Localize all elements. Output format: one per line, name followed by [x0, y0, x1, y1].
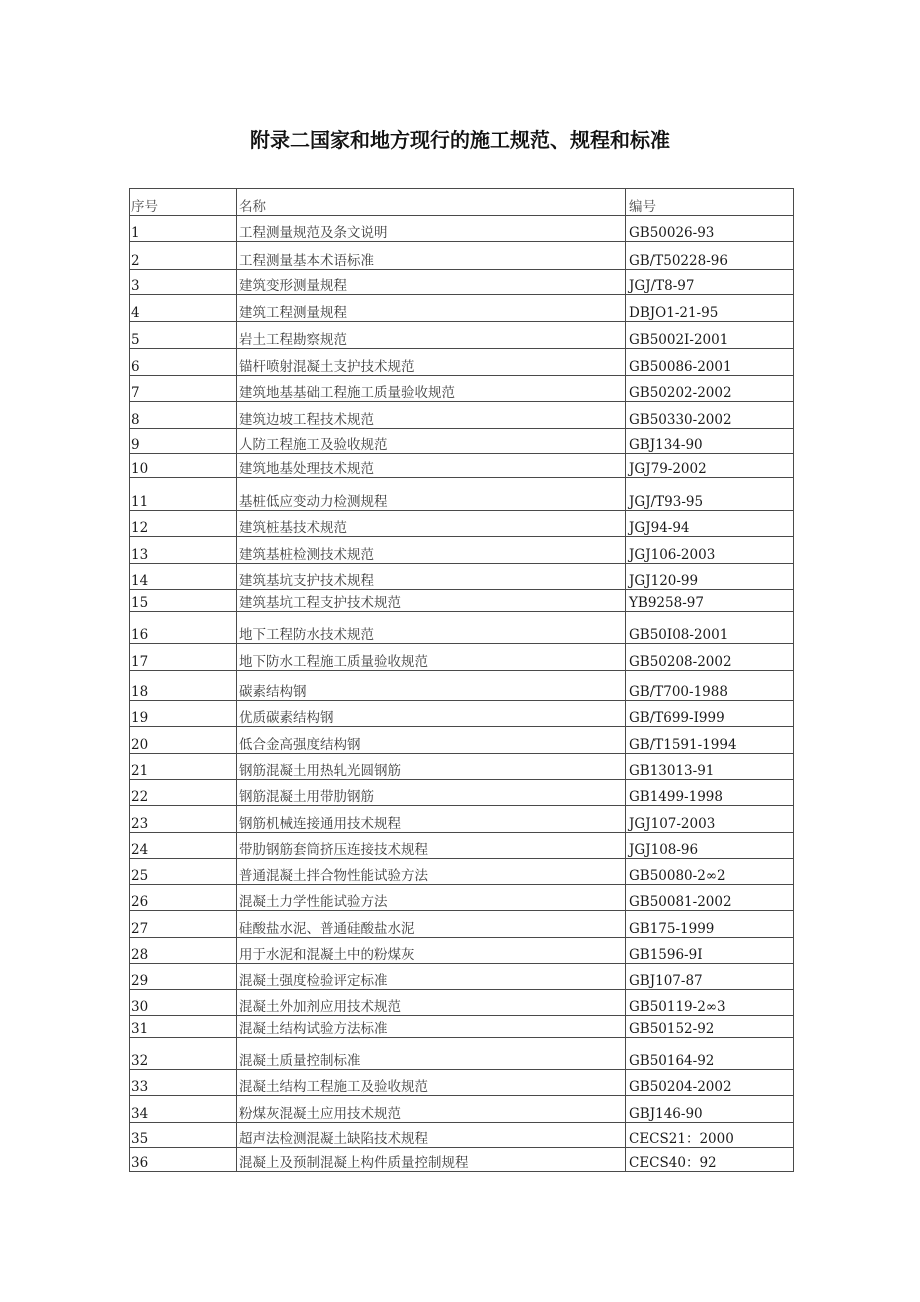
row-name: 建筑基坑工程支护技术规范	[237, 590, 626, 612]
row-name: 工程测量基本术语标准	[237, 242, 626, 270]
table-row	[130, 270, 794, 295]
row-code: GBJ107-87	[626, 964, 794, 990]
row-serial: 1	[130, 216, 237, 242]
table-row	[130, 590, 794, 612]
table-row	[130, 1123, 794, 1148]
row-name: 混凝土强度检验评定标准	[237, 964, 626, 990]
row-serial: 13	[130, 537, 237, 564]
table-row	[130, 295, 794, 322]
row-serial: 24	[130, 833, 237, 859]
table-row	[130, 376, 794, 402]
row-code: GB175-1999	[626, 911, 794, 938]
row-serial: 2	[130, 242, 237, 270]
row-name: 混凝土质量控制标准	[237, 1038, 626, 1070]
row-code: CECS40：92	[626, 1148, 794, 1172]
row-code: GB1499-1998	[626, 780, 794, 806]
row-serial: 17	[130, 644, 237, 671]
row-code: JGJ/T8-97	[626, 270, 794, 295]
row-code: JGJ108-96	[626, 833, 794, 859]
row-name: 超声法检测混凝土缺陷技术规程	[237, 1123, 626, 1148]
row-code: GB50026-93	[626, 216, 794, 242]
table-row	[130, 833, 794, 859]
row-serial: 9	[130, 429, 237, 454]
row-name: 建筑基坑支护技术规程	[237, 564, 626, 590]
row-code: GB5002I-2001	[626, 322, 794, 349]
row-serial: 27	[130, 911, 237, 938]
row-code: GB/T699-I999	[626, 701, 794, 727]
row-code: GB50202-2002	[626, 376, 794, 402]
standards-table	[129, 188, 794, 1172]
row-code: GB50164-92	[626, 1038, 794, 1070]
row-serial: 35	[130, 1123, 237, 1148]
row-serial: 11	[130, 478, 237, 511]
row-serial: 22	[130, 780, 237, 806]
row-serial: 33	[130, 1070, 237, 1096]
row-name: 优质碳素结构钢	[237, 701, 626, 727]
table-row	[130, 242, 794, 270]
row-code: GB/T50228-96	[626, 242, 794, 270]
row-code: JGJ120-99	[626, 564, 794, 590]
table-row	[130, 612, 794, 644]
row-serial: 19	[130, 701, 237, 727]
row-name: 混凝土外加剂应用技术规范	[237, 990, 626, 1016]
table-row	[130, 429, 794, 454]
row-serial: 32	[130, 1038, 237, 1070]
row-serial: 23	[130, 806, 237, 833]
row-name: 硅酸盐水泥、普通硅酸盐水泥	[237, 911, 626, 938]
row-code: GBJ134-90	[626, 429, 794, 454]
row-serial: 8	[130, 402, 237, 429]
row-name: 岩土工程勘察规范	[237, 322, 626, 349]
row-code: GB50208-2002	[626, 644, 794, 671]
row-serial: 7	[130, 376, 237, 402]
row-serial: 6	[130, 349, 237, 376]
table-row	[130, 511, 794, 537]
standards-table-body	[130, 189, 794, 1172]
row-serial: 21	[130, 754, 237, 780]
row-name: 混凝土结构试验方法标准	[237, 1016, 626, 1038]
row-name: 低合金高强度结构钢	[237, 727, 626, 754]
row-name: 地下工程防水技术规范	[237, 612, 626, 644]
row-serial: 30	[130, 990, 237, 1016]
header-serial: 序号	[130, 189, 237, 216]
row-serial: 25	[130, 859, 237, 885]
table-row	[130, 216, 794, 242]
row-name: 建筑基桩检测技术规范	[237, 537, 626, 564]
row-name: 工程测量规范及条文说明	[237, 216, 626, 242]
row-code: CECS21：2000	[626, 1123, 794, 1148]
table-row	[130, 1016, 794, 1038]
table-row	[130, 349, 794, 376]
row-name: 混凝土结构工程施工及验收规范	[237, 1070, 626, 1096]
row-name: 地下防水工程施工质量验收规范	[237, 644, 626, 671]
row-name: 建筑变形测量规程	[237, 270, 626, 295]
row-name: 混凝上及预制混凝上构件质量控制规程	[237, 1148, 626, 1172]
row-name: 建筑桩基技术规范	[237, 511, 626, 537]
table-row	[130, 1038, 794, 1070]
row-serial: 34	[130, 1096, 237, 1123]
table-row	[130, 780, 794, 806]
table-row	[130, 938, 794, 964]
row-code: JGJ/T93-95	[626, 478, 794, 511]
row-serial: 26	[130, 885, 237, 911]
row-name: 建筑地基基础工程施工质量验收规范	[237, 376, 626, 402]
row-name: 钢筋混凝土用带肋钢筋	[237, 780, 626, 806]
table-row	[130, 478, 794, 511]
row-code: GB50086-2001	[626, 349, 794, 376]
row-code: GB13013-91	[626, 754, 794, 780]
table-row	[130, 885, 794, 911]
table-row	[130, 402, 794, 429]
document-title: 附录二国家和地方现行的施工规范、规程和标准	[250, 128, 670, 152]
row-name: 普通混凝土拌合物性能试验方法	[237, 859, 626, 885]
table-row	[130, 911, 794, 938]
row-name: 建筑地基处理技术规范	[237, 454, 626, 478]
row-code: GBJ146-90	[626, 1096, 794, 1123]
row-code: GB50119-2∞3	[626, 990, 794, 1016]
row-code: GB50080-2∞2	[626, 859, 794, 885]
row-code: GB50I08-2001	[626, 612, 794, 644]
row-serial: 10	[130, 454, 237, 478]
row-name: 碳素结构钢	[237, 671, 626, 701]
row-serial: 14	[130, 564, 237, 590]
table-row	[130, 964, 794, 990]
row-name: 锚杆喷射混凝土支护技术规范	[237, 349, 626, 376]
table-row	[130, 671, 794, 701]
row-serial: 36	[130, 1148, 237, 1172]
row-name: 建筑工程测量规程	[237, 295, 626, 322]
header-name: 名称	[237, 189, 626, 216]
row-name: 带肋钢筋套筒挤压连接技术规程	[237, 833, 626, 859]
table-row	[130, 1148, 794, 1172]
row-code: GB50081-2002	[626, 885, 794, 911]
row-name: 人防工程施工及验收规范	[237, 429, 626, 454]
row-code: JGJ106-2003	[626, 537, 794, 564]
row-code: YB9258-97	[626, 590, 794, 612]
row-code: GB50152-92	[626, 1016, 794, 1038]
row-serial: 16	[130, 612, 237, 644]
row-code: JGJ94-94	[626, 511, 794, 537]
row-serial: 28	[130, 938, 237, 964]
row-code: DBJO1-21-95	[626, 295, 794, 322]
table-row	[130, 727, 794, 754]
table-row	[130, 701, 794, 727]
row-serial: 18	[130, 671, 237, 701]
row-name: 钢筋混凝土用热轧光圆钢筋	[237, 754, 626, 780]
row-code: JGJ107-2003	[626, 806, 794, 833]
row-code: GB1596-9I	[626, 938, 794, 964]
row-serial: 31	[130, 1016, 237, 1038]
row-code: GB50330-2002	[626, 402, 794, 429]
row-name: 用于水泥和混凝土中的粉煤灰	[237, 938, 626, 964]
table-row	[130, 806, 794, 833]
row-code: GB50204-2002	[626, 1070, 794, 1096]
row-serial: 20	[130, 727, 237, 754]
table-row	[130, 537, 794, 564]
row-name: 基桩低应变动力检测规程	[237, 478, 626, 511]
row-serial: 29	[130, 964, 237, 990]
table-row	[130, 322, 794, 349]
row-code: GB/T700-1988	[626, 671, 794, 701]
table-row	[130, 644, 794, 671]
header-code: 编号	[626, 189, 794, 216]
table-row	[130, 990, 794, 1016]
row-name: 建筑边坡工程技术规范	[237, 402, 626, 429]
row-code: JGJ79-2002	[626, 454, 794, 478]
table-row	[130, 859, 794, 885]
row-serial: 12	[130, 511, 237, 537]
table-row	[130, 564, 794, 590]
row-name: 混凝土力学性能试验方法	[237, 885, 626, 911]
row-serial: 15	[130, 590, 237, 612]
table-row	[130, 454, 794, 478]
table-header-row	[130, 189, 794, 216]
row-serial: 5	[130, 322, 237, 349]
row-name: 钢筋机械连接通用技术规程	[237, 806, 626, 833]
row-serial: 3	[130, 270, 237, 295]
table-row	[130, 1070, 794, 1096]
row-name: 粉煤灰混凝土应用技术规范	[237, 1096, 626, 1123]
row-serial: 4	[130, 295, 237, 322]
table-row	[130, 1096, 794, 1123]
table-row	[130, 754, 794, 780]
row-code: GB/T1591-1994	[626, 727, 794, 754]
